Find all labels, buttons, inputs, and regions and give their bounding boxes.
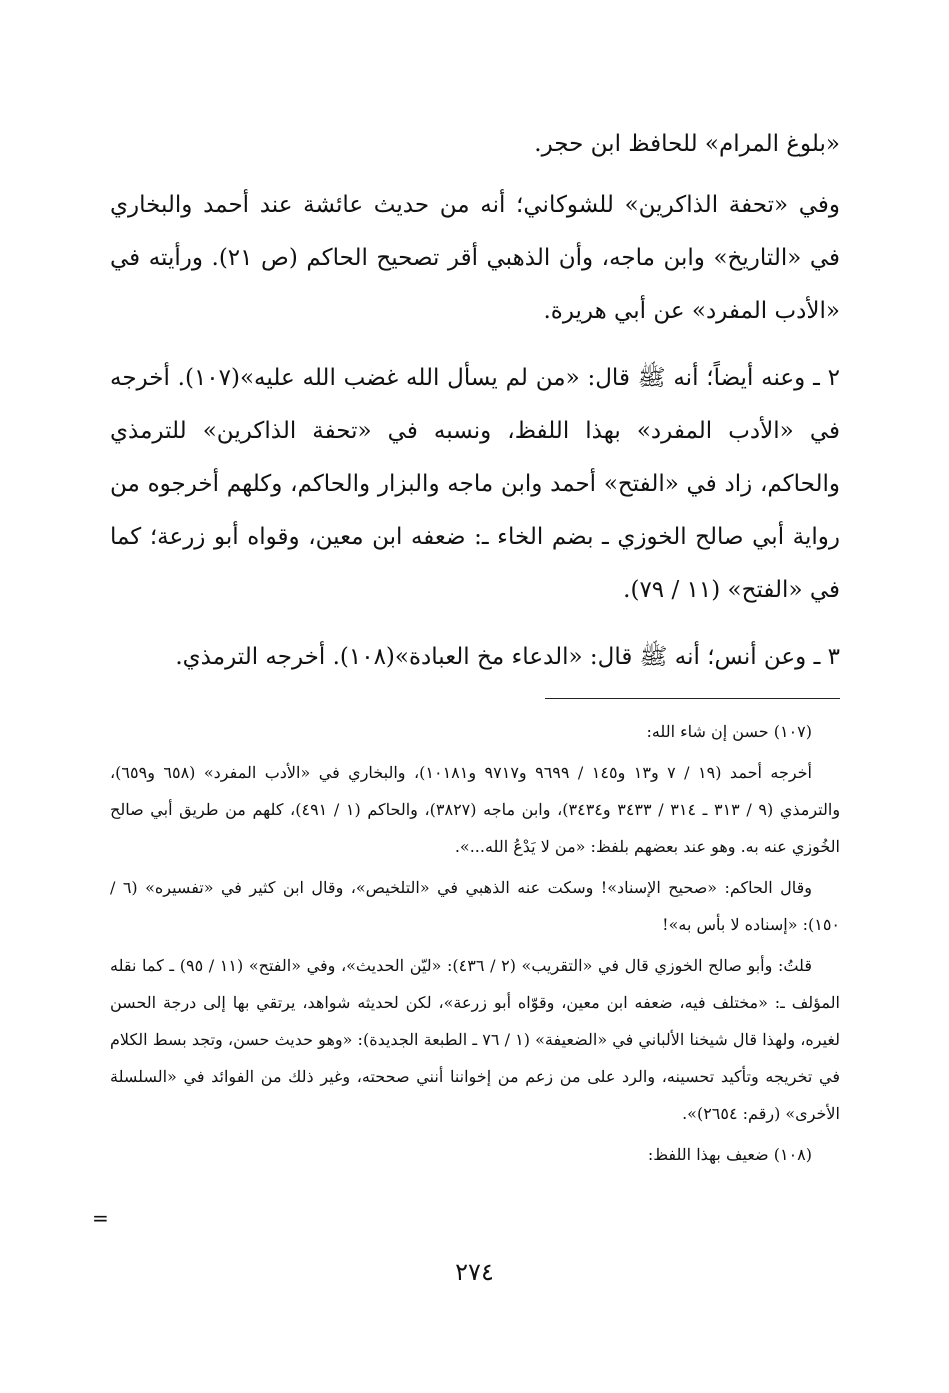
- paragraph-bulugh: «بلوغ المرام» للحافظ ابن حجر.: [534, 131, 840, 157]
- continuation-mark: =: [92, 1206, 109, 1230]
- footnote-107-heading: (١٠٧) حسن إن شاء الله:: [646, 722, 812, 741]
- page-body: [110, 118, 840, 1177]
- footnote-108-heading: (١٠٨) ضعيف بهذا اللفظ:: [647, 1145, 812, 1164]
- footnote-107-hakim: وقال الحاكم: «صحيح الإسناد»! وسكت عنه الذهبي في «التلخيص»، وقال ابن كثير في «تفسيره» (٦ / ١٥٠): «إسناده لا بأس به»!: [110, 878, 840, 934]
- footnotes: [110, 713, 840, 1173]
- paragraph-hadith-3: ٣ ـ وعن أنس؛ أنه ﷺ قال: «الدعاء مخ العبادة»(١٠٨). أخرجه الترمذي.: [175, 644, 840, 670]
- main-text: [110, 118, 840, 684]
- paragraph-tuhfa: وفي «تحفة الذاكرين» للشوكاني؛ أنه من حديث عائشة عند أحمد والبخاري في «التاريخ» وابن ماجه، وأن الذهبي أقر تصحيح الحاكم (ص ٢١). ورأيته في «الأدب المفرد» عن أبي هريرة.: [110, 192, 840, 324]
- paragraph-hadith-2: ٢ ـ وعنه أيضاً؛ أنه ﷺ قال: «من لم يسأل الله غضب الله عليه»(١٠٧). أخرجه في «الأدب المفرد» بهذا اللفظ، ونسبه في «تحفة الذاكرين» للترمذي والحاكم، زاد في «الفتح» أحمد وابن ماجه والبزار والحاكم، وكلهم أخرجوه من رواية أبي صالح الخوزي ـ بضم الخاء ـ: ضعفه ابن معين، وقواه أبو زرعة؛ كما في «الفتح» (١١ / ٧٩).: [110, 365, 840, 603]
- footnote-divider: [545, 698, 840, 699]
- page-number: ٢٧٤: [455, 1258, 494, 1286]
- footnote-107-takhrij: أخرجه أحمد (١٩ / ٧ و١٣ و١٤٥ / ٩٦٩٩ و٩٧١٧ و١٠١٨١)، والبخاري في «الأدب المفرد» (٦٥٨ و٦٥٩)، والترمذي (٩ / ٣١٣ ـ ٣١٤ / ٣٤٣٣ و٣٤٣٤)، وابن ماجه (٣٨٢٧)، والحاكم (١ / ٤٩١)، كلهم من طريق أبي صالح الخُوزي عنه به. وهو عند بعضهم بلفظ: «من لا يَدْعُ الله...».: [110, 763, 841, 856]
- footnote-107-qultu: قلتُ: وأبو صالح الخوزي قال في «التقريب» (٢ / ٤٣٦): «ليّن الحديث»، وفي «الفتح» (١١ / ٩٥) ـ كما نقله المؤلف ـ: «مختلف فيه، ضعفه ابن معين، وقوّاه أبو زرعة»، لكن لحديثه شواهد، يرتقي بها إلى درجة الحسن لغيره، ولهذا قال شيخنا الألباني في «الضعيفة» (١ / ٧٦ ـ الطبعة الجديدة): «وهو حديث حسن، وتجد بسط الكلام في تخريجه وتأكيد تحسينه، والرد على من زعم من إخواننا أنني صححته، وغير ذلك من الفوائد في «السلسلة الأخرى» (رقم: ٢٦٥٤)».: [110, 956, 841, 1123]
